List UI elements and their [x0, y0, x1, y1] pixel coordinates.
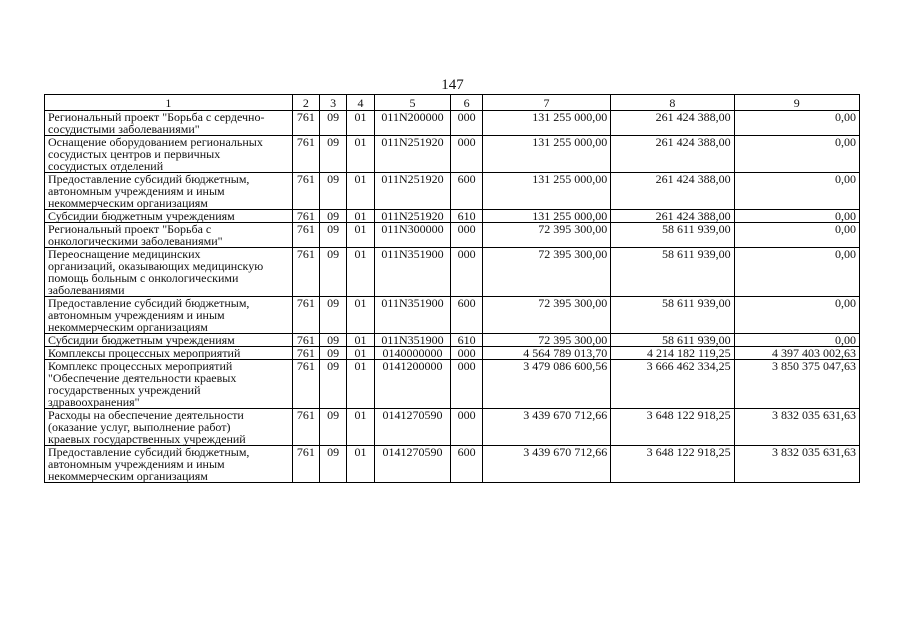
table-row — [45, 136, 860, 173]
table-row — [45, 446, 860, 483]
column-header: 3 — [320, 95, 347, 111]
code-cell-c3: 09 — [320, 210, 347, 223]
code-cell-c3: 09 — [320, 248, 347, 297]
row-name-line: некоммерческим организациям — [48, 320, 208, 334]
amount-cell-c9: 0,00 — [734, 223, 859, 248]
table-row — [45, 297, 860, 334]
page-number: 147 — [441, 77, 464, 93]
amount-cell-c9: 0,00 — [734, 248, 859, 297]
code-cell-c6: 600 — [451, 446, 482, 483]
amount-cell-c9: 3 832 035 631,63 — [734, 409, 859, 446]
amount-cell-c9: 0,00 — [734, 334, 859, 347]
code-cell-c5: 011N251920 — [374, 136, 451, 173]
table-row — [45, 409, 860, 446]
code-cell-c2: 761 — [292, 210, 319, 223]
code-cell-c3: 09 — [320, 360, 347, 409]
code-cell-c6: 000 — [451, 347, 482, 360]
row-name-line: заболеваниями — [48, 283, 125, 297]
table-row — [45, 248, 860, 297]
code-cell-c6: 000 — [451, 111, 482, 136]
row-name-line: сосудистых отделений — [48, 159, 164, 173]
code-cell-c4: 01 — [347, 136, 374, 173]
amount-cell-c8: 58 611 939,00 — [611, 334, 734, 347]
row-name-cell — [45, 248, 293, 297]
code-cell-c2: 761 — [292, 111, 319, 136]
row-name-cell — [45, 173, 293, 210]
code-cell-c4: 01 — [347, 248, 374, 297]
table-row — [45, 210, 860, 223]
amount-cell-c9: 0,00 — [734, 173, 859, 210]
table-row — [45, 347, 860, 360]
budget-table — [44, 94, 860, 483]
row-name-line: онкологическими заболеваниями" — [48, 234, 223, 248]
row-name-cell — [45, 446, 293, 483]
row-name-line: Предоставление субсидий бюджетным, — [48, 172, 250, 186]
table-body — [45, 111, 860, 483]
code-cell-c5: 011N200000 — [374, 111, 451, 136]
code-cell-c2: 761 — [292, 223, 319, 248]
code-cell-c3: 09 — [320, 136, 347, 173]
amount-cell-c8: 261 424 388,00 — [611, 136, 734, 173]
code-cell-c2: 761 — [292, 173, 319, 210]
code-cell-c5: 0141200000 — [374, 360, 451, 409]
code-cell-c3: 09 — [320, 297, 347, 334]
row-name-line: Региональный проект "Борьба с — [48, 222, 212, 236]
table-row — [45, 173, 860, 210]
code-cell-c2: 761 — [292, 334, 319, 347]
code-cell-c4: 01 — [347, 223, 374, 248]
code-cell-c2: 761 — [292, 347, 319, 360]
column-header: 2 — [292, 95, 319, 111]
amount-cell-c7: 72 395 300,00 — [482, 248, 610, 297]
row-name-line: автономным учреждениям и иным — [48, 457, 225, 471]
code-cell-c4: 01 — [347, 347, 374, 360]
code-cell-c5: 011N300000 — [374, 223, 451, 248]
code-cell-c5: 011N251920 — [374, 173, 451, 210]
amount-cell-c7: 3 479 086 600,56 — [482, 360, 610, 409]
amount-cell-c8: 261 424 388,00 — [611, 111, 734, 136]
row-name-line: (оказание услуг, выполнение работ) — [48, 420, 231, 434]
column-header: 8 — [611, 95, 734, 111]
row-name-line: "Обеспечение деятельности краевых — [48, 371, 237, 385]
row-name-line: Субсидии бюджетным учреждениям — [48, 209, 235, 223]
column-header: 9 — [734, 95, 859, 111]
row-name-cell — [45, 223, 293, 248]
row-name-line: Комплекс процессных мероприятий — [48, 359, 233, 373]
row-name-line: некоммерческим организациям — [48, 469, 208, 483]
amount-cell-c9: 3 850 375 047,63 — [734, 360, 859, 409]
amount-cell-c7: 72 395 300,00 — [482, 223, 610, 248]
row-name-line: организаций, оказывающих медицинскую — [48, 259, 264, 273]
row-name-cell — [45, 409, 293, 446]
amount-cell-c7: 131 255 000,00 — [482, 173, 610, 210]
amount-cell-c9: 0,00 — [734, 111, 859, 136]
code-cell-c5: 0141270590 — [374, 409, 451, 446]
column-header: 1 — [45, 95, 293, 111]
amount-cell-c7: 72 395 300,00 — [482, 297, 610, 334]
amount-cell-c7: 3 439 670 712,66 — [482, 446, 610, 483]
code-cell-c6: 000 — [451, 409, 482, 446]
amount-cell-c9: 0,00 — [734, 136, 859, 173]
code-cell-c3: 09 — [320, 111, 347, 136]
code-cell-c2: 761 — [292, 297, 319, 334]
code-cell-c3: 09 — [320, 223, 347, 248]
row-name-line: Региональный проект "Борьба с сердечно- — [48, 110, 265, 124]
row-name-line: государственных учреждений — [48, 383, 201, 397]
row-name-line: Переоснащение медицинских — [48, 247, 201, 261]
row-name-line: Предоставление субсидий бюджетным, — [48, 445, 250, 459]
amount-cell-c8: 3 648 122 918,25 — [611, 409, 734, 446]
row-name-line: помощь больным с онкологическими — [48, 271, 239, 285]
code-cell-c5: 011N351900 — [374, 297, 451, 334]
code-cell-c6: 000 — [451, 360, 482, 409]
code-cell-c3: 09 — [320, 409, 347, 446]
code-cell-c5: 011N251920 — [374, 210, 451, 223]
code-cell-c4: 01 — [347, 409, 374, 446]
code-cell-c2: 761 — [292, 409, 319, 446]
amount-cell-c7: 4 564 789 013,70 — [482, 347, 610, 360]
amount-cell-c9: 3 832 035 631,63 — [734, 446, 859, 483]
amount-cell-c8: 58 611 939,00 — [611, 248, 734, 297]
code-cell-c4: 01 — [347, 297, 374, 334]
code-cell-c4: 01 — [347, 334, 374, 347]
row-name-line: здравоохранения" — [48, 395, 140, 409]
code-cell-c6: 000 — [451, 223, 482, 248]
row-name-line: автономным учреждениям и иным — [48, 184, 225, 198]
row-name-line: Субсидии бюджетным учреждениям — [48, 333, 235, 347]
table-row — [45, 360, 860, 409]
row-name-line: краевых государственных учреждений — [48, 432, 246, 446]
code-cell-c6: 610 — [451, 210, 482, 223]
amount-cell-c7: 131 255 000,00 — [482, 111, 610, 136]
amount-cell-c9: 0,00 — [734, 210, 859, 223]
amount-cell-c8: 261 424 388,00 — [611, 173, 734, 210]
amount-cell-c8: 58 611 939,00 — [611, 297, 734, 334]
code-cell-c6: 600 — [451, 297, 482, 334]
column-header: 5 — [374, 95, 451, 111]
column-header: 4 — [347, 95, 374, 111]
amount-cell-c9: 4 397 403 002,63 — [734, 347, 859, 360]
code-cell-c3: 09 — [320, 173, 347, 210]
table-row — [45, 334, 860, 347]
row-name-line: автономным учреждениям и иным — [48, 308, 225, 322]
row-name-cell — [45, 334, 293, 347]
row-name-line: Расходы на обеспечение деятельности — [48, 408, 244, 422]
code-cell-c3: 09 — [320, 446, 347, 483]
code-cell-c5: 0141270590 — [374, 446, 451, 483]
code-cell-c3: 09 — [320, 347, 347, 360]
code-cell-c5: 011N351900 — [374, 248, 451, 297]
amount-cell-c7: 3 439 670 712,66 — [482, 409, 610, 446]
amount-cell-c8: 58 611 939,00 — [611, 223, 734, 248]
code-cell-c5: 011N351900 — [374, 334, 451, 347]
code-cell-c4: 01 — [347, 360, 374, 409]
column-header: 6 — [451, 95, 482, 111]
row-name-line: некоммерческим организациям — [48, 196, 208, 210]
code-cell-c2: 761 — [292, 446, 319, 483]
amount-cell-c8: 3 666 462 334,25 — [611, 360, 734, 409]
row-name-cell — [45, 210, 293, 223]
code-cell-c2: 761 — [292, 248, 319, 297]
row-name-line: Комплексы процессных мероприятий — [48, 346, 241, 360]
row-name-cell — [45, 111, 293, 136]
row-name-line: сосудистыми заболеваниями" — [48, 122, 200, 136]
amount-cell-c8: 3 648 122 918,25 — [611, 446, 734, 483]
amount-cell-c8: 261 424 388,00 — [611, 210, 734, 223]
amount-cell-c7: 131 255 000,00 — [482, 136, 610, 173]
row-name-line: Оснащение оборудованием региональных — [48, 135, 263, 149]
code-cell-c5: 0140000000 — [374, 347, 451, 360]
code-cell-c3: 09 — [320, 334, 347, 347]
table-row — [45, 111, 860, 136]
row-name-cell — [45, 297, 293, 334]
row-name-cell — [45, 347, 293, 360]
code-cell-c4: 01 — [347, 173, 374, 210]
column-header: 7 — [482, 95, 610, 111]
amount-cell-c9: 0,00 — [734, 297, 859, 334]
amount-cell-c8: 4 214 182 119,25 — [611, 347, 734, 360]
code-cell-c6: 610 — [451, 334, 482, 347]
code-cell-c6: 000 — [451, 248, 482, 297]
code-cell-c4: 01 — [347, 111, 374, 136]
amount-cell-c7: 72 395 300,00 — [482, 334, 610, 347]
code-cell-c4: 01 — [347, 210, 374, 223]
code-cell-c2: 761 — [292, 360, 319, 409]
header-row — [45, 95, 860, 111]
code-cell-c6: 000 — [451, 136, 482, 173]
code-cell-c4: 01 — [347, 446, 374, 483]
code-cell-c2: 761 — [292, 136, 319, 173]
code-cell-c6: 600 — [451, 173, 482, 210]
table-row — [45, 223, 860, 248]
row-name-cell — [45, 360, 293, 409]
amount-cell-c7: 131 255 000,00 — [482, 210, 610, 223]
row-name-line: сосудистых центров и первичных — [48, 147, 221, 161]
row-name-cell — [45, 136, 293, 173]
row-name-line: Предоставление субсидий бюджетным, — [48, 296, 250, 310]
